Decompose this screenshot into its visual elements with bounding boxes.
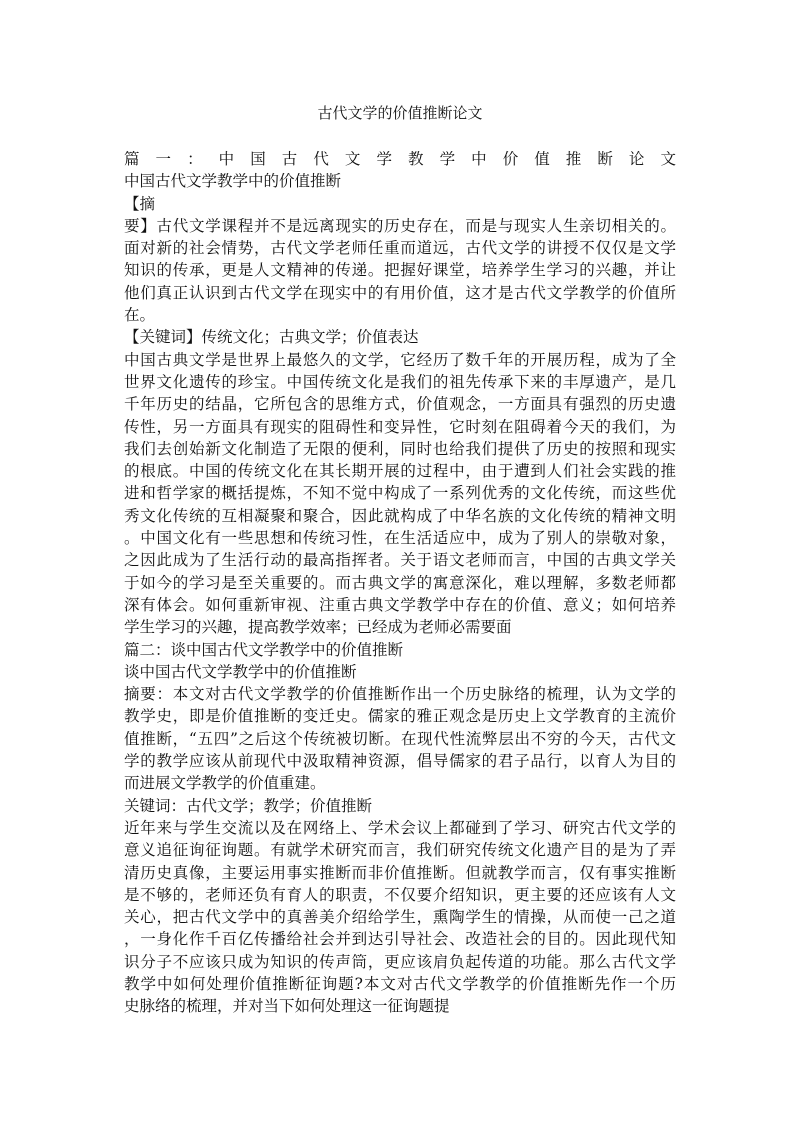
text-line: 教学中如何处理价值推断征询题?本文对古代文学教学的价值推断先作一个历 [124, 974, 676, 993]
text-line: 他们真正认识到古代文学在现实中的有用价值，这才是古代文学教学的价值所 [124, 283, 676, 302]
text-line: 是不够的，老师还负有育人的职责，不仅要介绍知识，更主要的还应该有人文 [124, 885, 676, 904]
text-line: 关心，把古代文学中的真善美介绍给学生，熏陶学生的情操，从而使一己之道 [124, 908, 676, 927]
text-line: 中国古典文学是世界上最悠久的文学，它经历了数千年的开展历程，成为了全 [124, 350, 676, 369]
document-body [124, 148, 676, 1018]
text-line: 【关键词】传统文化；古典文学；价值表达 [124, 328, 419, 347]
text-line: 而进展文学教学的价值重建。 [124, 774, 326, 793]
text-line: 学的教学应该从前现代中汲取精神资源，倡导儒家的君子品行，以育人为目的 [124, 752, 676, 771]
text-line: 近年来与学生交流以及在网络上、学术会议上都碰到了学习、研究古代文学的 [124, 818, 676, 837]
text-line: 知识的传承，更是人文精神的传递。把握好课堂，培养学生学习的兴趣，并让 [124, 261, 676, 280]
text-line: 中国古代文学教学中的价值推断 [124, 172, 342, 191]
text-line: 学生学习的兴趣，提高教学效率；已经成为老师必需要面 [124, 618, 512, 637]
text-line: 的根底。中国的传统文化在其长期开展的过程中，由于遭到人们社会实践的推 [124, 462, 676, 481]
text-line: 识分子不应该只成为知识的传声筒，更应该肩负起传道的功能。那么古代文学 [124, 952, 676, 971]
text-line: 【摘 [124, 194, 156, 213]
text-line: 。中国文化有一些思想和传统习性，在生活适应中，成为了别人的崇敬对象， [124, 529, 676, 548]
text-line: 史脉络的梳理，并对当下如何处理这一征询题提 [124, 997, 450, 1016]
text-line: 意义追征询征询题。有就学术研究而言，我们研究传统文化遗产目的是为了弄 [124, 841, 676, 860]
text-line: 清历史真像，主要运用事实推断而非价值推断。但就教学而言，仅有事实推断 [124, 863, 676, 882]
text-line: 深有体会。如何重新审视、注重古典文学教学中存在的价值、意义；如何培养 [124, 595, 676, 614]
text-line: 篇一：中国古代文学教学中价值推断论文 [124, 150, 676, 168]
text-line: 值推断，“五四”之后这个传统被切断。在现代性流弊层出不穷的今天，古代文 [124, 729, 676, 748]
text-line: 秀文化传统的互相凝聚和聚合，因此就构成了中华名族的文化传统的精神文明 [124, 506, 676, 525]
text-line: 我们去创始新文化制造了无限的便利，同时也给我们提供了历史的按照和现实 [124, 439, 676, 458]
text-line: 面对新的社会情势，古代文学老师任重而道远，古代文学的讲授不仅仅是文学 [124, 239, 676, 258]
text-line: ，一身化作千百亿传播给社会并到达引导社会、改造社会的目的。因此现代知 [124, 930, 676, 949]
text-line: 传性，另一方面具有现实的阻碍性和变异性，它时刻在阻碍着今天的我们，为 [124, 417, 676, 436]
text-line: 之因此成为了生活行动的最高指挥者。关于语文老师而言，中国的古典文学关 [124, 551, 676, 570]
text-line: 千年历史的结晶，它所包含的思维方式，价值观念，一方面具有强烈的历史遗 [124, 395, 676, 414]
text-line: 谈中国古代文学教学中的价值推断 [124, 662, 357, 681]
text-line: 摘要：本文对古代文学教学的价值推断作出一个历史脉络的梳理，认为文学的 [124, 685, 676, 704]
text-line: 教学史，即是价值推断的变迁史。儒家的雅正观念是历史上文学教育的主流价 [124, 707, 676, 726]
document-title: 古代文学的价值推断论文 [317, 104, 483, 122]
text-line: 关键词：古代文学；教学；价值推断 [124, 796, 373, 815]
text-line: 要】古代文学课程并不是远离现实的历史存在，而是与现实人生亲切相关的。 [124, 216, 676, 235]
text-line: 篇二：谈中国古代文学教学中的价值推断 [124, 640, 404, 659]
text-line: 于如今的学习是至关重要的。而古典文学的寓意深化，难以理解，多数老师都 [124, 573, 676, 592]
text-line: 世界文化遗传的珍宝。中国传统文化是我们的祖先传承下来的丰厚遗产，是几 [124, 372, 676, 391]
text-line: 在。 [124, 306, 156, 325]
text-line: 进和哲学家的概括提炼，不知不觉中构成了一系列优秀的文化传统，而这些优 [124, 484, 676, 503]
